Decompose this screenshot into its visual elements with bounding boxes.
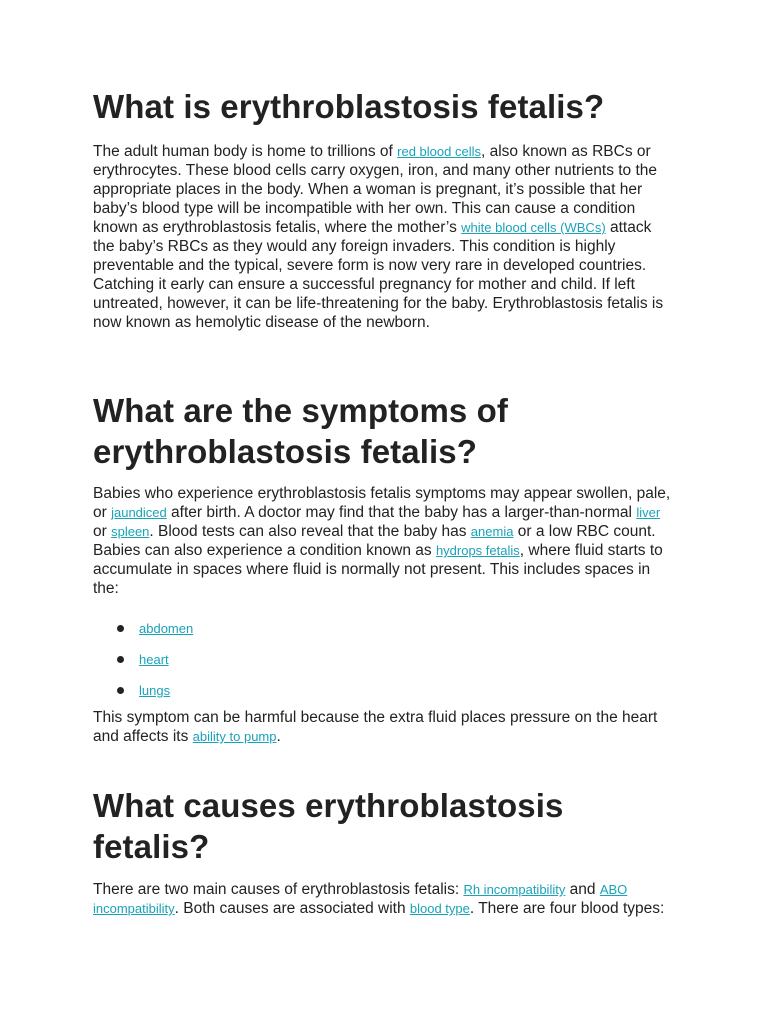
causes-text-d: . There are four blood types: <box>469 900 665 917</box>
affected-spaces-list <box>93 620 193 713</box>
symptoms-paragraph <box>93 484 673 598</box>
rh-incompatibility-link[interactable]: Rh incompatibility <box>463 882 566 897</box>
intro-text-a: The adult human body is home to trillions of <box>93 143 398 160</box>
ability-to-pump-link[interactable]: ability to pump <box>192 729 277 744</box>
heading-what-is: What is erythroblastosis fetalis? <box>93 88 605 125</box>
intro-text-c: attack the baby’s RBCs as they would any foreign invaders. This condition is highly preventable and the typical, severe form is now very rare in developed countries. Catching it early can ensure a successful pregnancy for mother and child. If left untreated, however, it can be life-threatening for the baby. Erythroblastosis fetalis is now known as hemolytic disease of the newborn. <box>93 219 664 331</box>
intro-paragraph <box>93 142 673 332</box>
spleen-link[interactable]: spleen <box>111 524 150 539</box>
bullet-icon <box>117 656 124 663</box>
symptoms-text-f: , where fluid starts to accumulate in spaces where fluid is normally not present. This includes spaces in the: <box>93 542 663 597</box>
anemia-link[interactable]: anemia <box>470 524 514 539</box>
hydrops-fetalis-link[interactable]: hydrops fetalis <box>435 543 520 558</box>
bullet-icon <box>117 687 124 694</box>
intro-text-b: , also known as RBCs or erythrocytes. These blood cells carry oxygen, iron, and many other nutrients to the appropriate places in the body. When a woman is pregnant, it’s possible that her baby’s blood type will be incompatible with her own. This can cause a condition known as erythroblastosis fetalis, where the mother’s <box>93 143 658 236</box>
fluid-text-a: This symptom can be harmful because the extra fluid places pressure on the heart and affects its <box>93 709 658 745</box>
causes-text-a: There are two main causes of erythroblastosis fetalis: <box>93 881 464 898</box>
jaundiced-link[interactable]: jaundiced <box>111 505 167 520</box>
causes-paragraph <box>93 880 673 918</box>
symptoms-text-d: . Blood tests can also reveal that the baby has <box>149 523 471 540</box>
symptoms-text-a: Babies who experience erythroblastosis fetalis symptoms may appear swollen, pale, or <box>93 485 671 521</box>
white-blood-cells-link[interactable]: white blood cells (WBCs) <box>461 220 606 235</box>
heart-link[interactable]: heart <box>139 652 169 667</box>
liver-link[interactable]: liver <box>636 505 661 520</box>
heading-symptoms: What are the symptoms of erythroblastosis fetalis? <box>93 392 508 470</box>
blood-type-link[interactable]: blood type <box>409 901 470 916</box>
abdomen-link[interactable]: abdomen <box>139 621 194 636</box>
bullet-icon <box>117 625 124 632</box>
symptoms-text-c: or <box>93 523 112 540</box>
symptoms-text-e: or a low RBC count. Babies can also experience a condition known as <box>93 523 656 559</box>
causes-text-b: and <box>565 881 600 898</box>
heading-causes: What causes erythroblastosis fetalis? <box>93 787 564 865</box>
fluid-paragraph <box>93 708 673 746</box>
abo-incompatibility-link[interactable]: ABO incompatibility <box>93 882 628 916</box>
symptoms-text-b: after birth. A doctor may find that the baby has a larger-than-normal <box>166 504 637 521</box>
list-item <box>93 620 193 651</box>
list-item <box>93 651 193 682</box>
causes-text-c: . Both causes are associated with <box>174 900 410 917</box>
red-blood-cells-link[interactable]: red blood cells <box>397 144 481 159</box>
fluid-text-b: . <box>276 728 281 745</box>
lungs-link[interactable]: lungs <box>139 683 171 698</box>
